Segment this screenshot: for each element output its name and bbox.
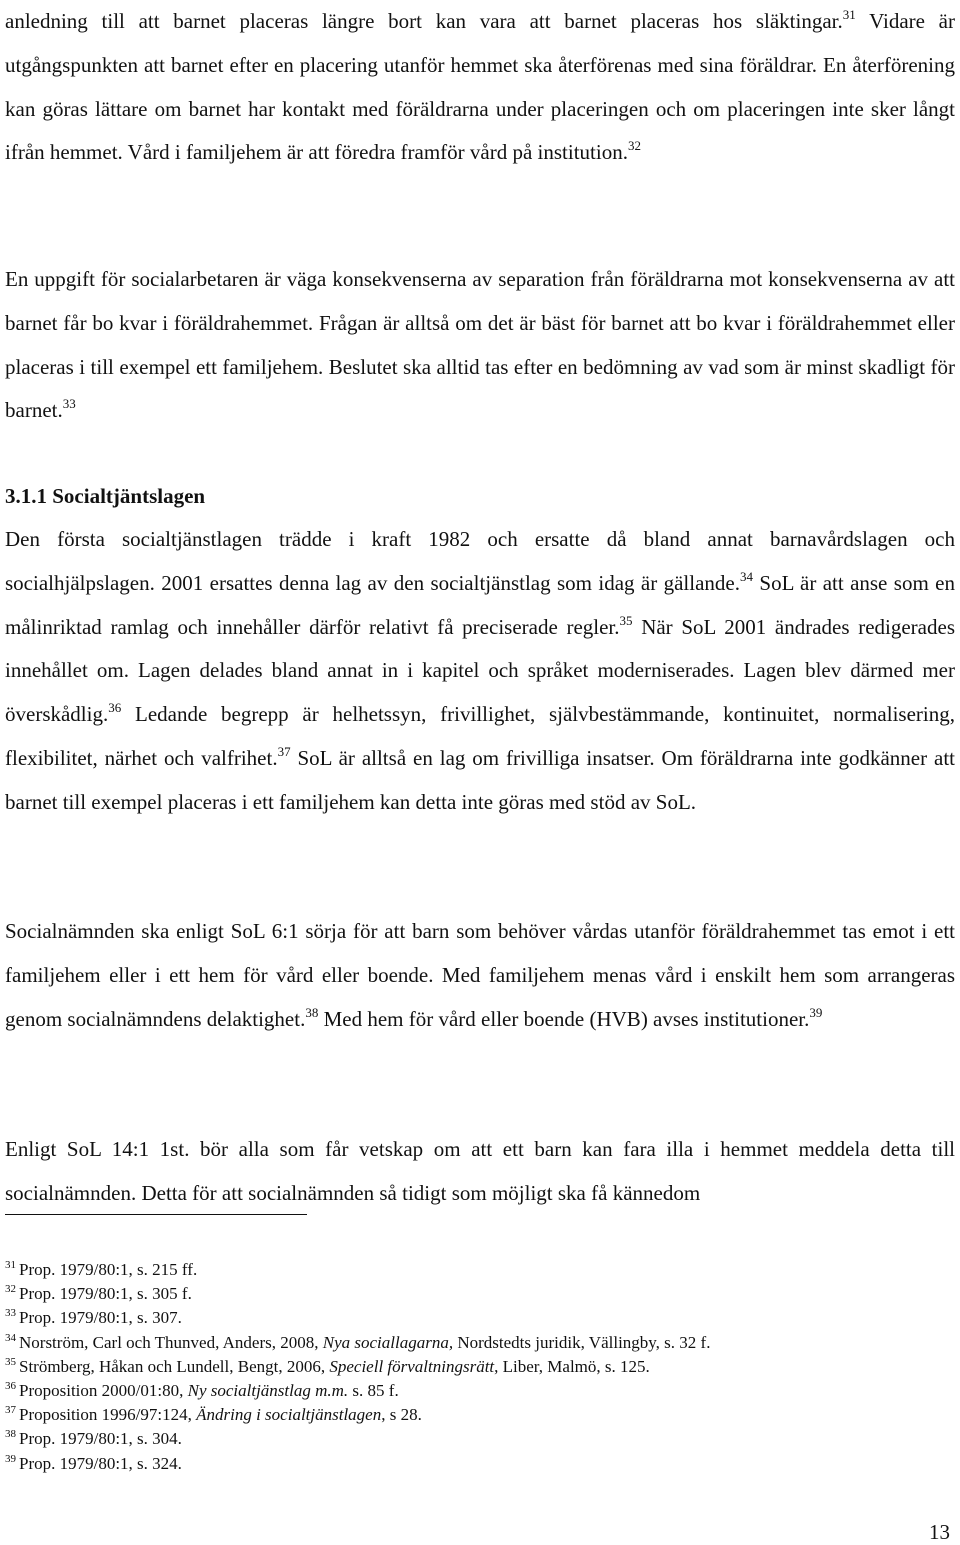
italic-title: Nya sociallagarna,	[322, 1332, 454, 1352]
footnote-item	[5, 1452, 710, 1476]
text-run: Den första socialtjänstlagen trädde i kraft 1982 och ersatte då bland annat barnavårdslagen och socialhjälpslagen. 2001 ersattes denna lag av den socialtjänstlag som idag är gällande.	[5, 527, 955, 595]
paragraph-social-worker	[5, 258, 955, 433]
text-run: SoL är att anse som en målinriktad ramlag och innehåller därför relativt få preciserade regler.	[5, 570, 955, 639]
text-run: , s 28.	[381, 1405, 422, 1425]
footnote-ref: 35	[619, 612, 633, 628]
text-run: När SoL 2001 ändrades redigerades innehållet om. Lagen delades bland annat in i kapitel och språket moderniserades. Lagen blev därmed mer överskådlig.	[5, 614, 955, 727]
text-run: Strömberg, Håkan och Lundell, Bengt, 2006,	[19, 1356, 330, 1376]
italic-title: Ändring i socialtjänstlagen	[196, 1405, 382, 1425]
text-run: Nordstedts juridik, Vällingby, s. 32 f.	[453, 1332, 711, 1352]
text-run: Prop. 1979/80:1, s. 305 f.	[19, 1284, 192, 1304]
text-run: Proposition 2000/01:80,	[19, 1381, 188, 1401]
text-run: Enligt SoL 14:1 1st. bör alla som får vetskap om att ett barn kan fara illa i hemmet meddela detta till socialnämnden. Detta för att socialnämnden så tidigt som möjligt ska få kännedom	[5, 1137, 955, 1205]
footnote-item	[5, 1379, 710, 1403]
footnote-ref: 34	[740, 568, 753, 584]
text-run: s. 85 f.	[348, 1381, 399, 1401]
footnote-item	[5, 1306, 710, 1330]
footnote-item	[5, 1403, 710, 1427]
paragraph-reporting-duty	[5, 1128, 955, 1216]
text-run: , Liber, Malmö, s. 125.	[494, 1356, 650, 1376]
paragraph-sol-history	[5, 518, 955, 825]
footnote-number: 38	[5, 1428, 16, 1441]
footnote-ref: 38	[305, 1004, 319, 1020]
footnote-number: 39	[5, 1452, 16, 1465]
footnote-number: 33	[5, 1307, 16, 1320]
footnote-separator	[5, 1214, 307, 1215]
footnote-number: 32	[5, 1283, 16, 1296]
text-run: Proposition 1996/97:124,	[19, 1405, 197, 1425]
footnote-ref: 33	[62, 396, 76, 412]
text-run: Med hem för vård eller boende (HVB) avses institutioner.	[318, 1006, 810, 1031]
footnote-list	[5, 1258, 710, 1476]
footnote-ref: 31	[842, 7, 856, 22]
text-run: Prop. 1979/80:1, s. 307.	[19, 1308, 182, 1328]
text-run: anledning till att barnet placeras längre bort kan vara att barnet placeras hos släktingar.	[5, 9, 843, 33]
text-run: Vidare är utgångspunkten att barnet efter en placering utanför hemmet ska återförenas med sina föräldrar. En återförening kan göras lättare om barnet har kontakt med föräldrarna under placeringen och om placeringen inte sker långt ifrån hemmet. Vård i familjehem är att föredra framför vård på institution.	[5, 9, 955, 165]
text-run: Prop. 1979/80:1, s. 304.	[19, 1429, 182, 1449]
footnote-ref: 39	[809, 1004, 823, 1020]
footnote-item	[5, 1282, 710, 1306]
footnote-number: 36	[5, 1380, 16, 1393]
footnote-item	[5, 1258, 710, 1282]
footnote-number: 35	[5, 1355, 16, 1368]
footnote-ref: 37	[277, 743, 291, 759]
footnote-item	[5, 1355, 710, 1379]
footnote-number: 34	[5, 1331, 16, 1344]
text-run: Norström, Carl och Thunved, Anders, 2008,	[19, 1332, 323, 1352]
paragraph-social-board	[5, 910, 955, 1041]
text-run: En uppgift för socialarbetaren är väga konsekvenserna av separation från föräldrarna mot konsekvenserna av att barnet får bo kvar i föräldrahemmet. Frågan är alltså om det är bäst för barnet att bo kvar i föräldrahemmet eller placeras i till exempel ett familjehem. Beslutet ska alltid tas efter en bedömning av vad som är minst skadligt för barnet.	[5, 267, 955, 423]
paragraph-placement	[5, 0, 955, 175]
text-run: SoL är alltså en lag om frivilliga insatser. Om föräldrarna inte godkänner att barnet till exempel placeras i ett familjehem kan detta inte göras med stöd av SoL.	[5, 745, 955, 814]
footnote-item	[5, 1427, 710, 1451]
page-number: 13	[929, 1520, 950, 1544]
italic-title: Speciell förvaltningsrätt	[329, 1356, 495, 1376]
footnote-number: 37	[5, 1404, 16, 1417]
footnote-item	[5, 1331, 710, 1355]
text-run: Prop. 1979/80:1, s. 324.	[19, 1453, 182, 1473]
footnote-ref: 36	[108, 700, 122, 716]
text-run: Socialnämnden ska enligt SoL 6:1 sörja för att barn som behöver vårdas utanför föräldrahemmet tas emot i ett familjehem eller i ett hem för vård eller boende. Med familjehem menas vård i enskilt hem som arrangeras genom socialnämndens delaktighet.	[5, 919, 955, 1031]
section-heading: 3.1.1 Socialtjäntslagen	[5, 484, 206, 508]
footnote-ref: 32	[627, 138, 641, 154]
italic-title: Ny socialtjänstlag m.m.	[187, 1381, 349, 1401]
footnote-number: 31	[5, 1259, 16, 1271]
text-run: Prop. 1979/80:1, s. 215 ff.	[19, 1260, 198, 1279]
text-run: Ledande begrepp är helhetssyn, frivillighet, självbestämmande, kontinuitet, normalisering, flexibilitet, närhet och valfrihet.	[5, 702, 955, 770]
